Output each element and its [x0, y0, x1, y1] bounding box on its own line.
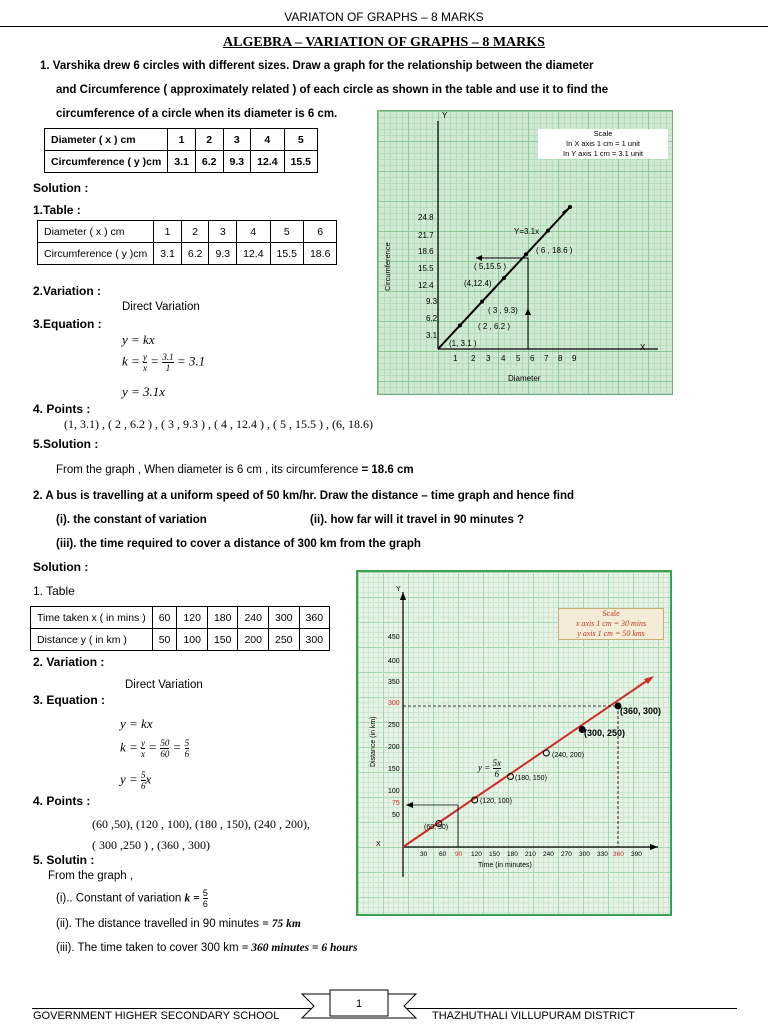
q2-part-ii: (ii). how far will it travel in 90 minutes ?: [310, 514, 525, 526]
q1-line2: and Circumference ( approximately related ) of each circle as shown in the table and use it to find the: [56, 84, 609, 96]
table-cell: 200: [238, 629, 269, 651]
table-cell: 6.2: [181, 243, 209, 265]
x-tick: 360: [613, 851, 624, 858]
fraction: [141, 738, 145, 759]
table-cell: Time taken x ( in mins ): [31, 607, 153, 629]
table-row: [45, 129, 318, 151]
scale-title: Scale: [602, 609, 620, 618]
x-tick: 5: [516, 354, 521, 363]
eq-lhs: k =: [122, 353, 140, 369]
table-cell: 2: [195, 129, 223, 151]
q1-line3: circumference of a circle when its diameter is 6 cm.: [56, 108, 338, 120]
x-axis-letter: X: [376, 841, 381, 848]
graph1: [377, 110, 673, 395]
fraction: [203, 888, 208, 909]
q1-eq1: y = kx: [122, 332, 155, 347]
table-cell: 5: [284, 129, 317, 151]
table-cell: 4: [237, 221, 270, 243]
table-cell: 100: [177, 629, 208, 651]
x-tick: 4: [501, 354, 506, 363]
table-cell: 3.1: [154, 243, 182, 265]
q2-part-i: (i). the constant of variation: [56, 514, 207, 526]
numerator: 5: [184, 738, 190, 748]
x-tick: 210: [525, 851, 536, 858]
x-tick: 390: [631, 851, 642, 858]
top-title: VARIATON OF GRAPHS – 8 MARKS: [284, 10, 484, 24]
x-tick: 180: [507, 851, 518, 858]
q2-points-line2: ( 300 ,250 ) , (360 , 300): [92, 838, 210, 852]
eq-lhs: k =: [120, 739, 138, 755]
answer-prefix: (i).. Constant of variation: [56, 892, 182, 905]
y-tick: 450: [388, 634, 400, 641]
data-point: [458, 323, 462, 327]
numerator: 3.1: [162, 352, 174, 362]
table-cell: 3.1: [168, 151, 196, 173]
table-cell: 120: [177, 607, 208, 629]
table-cell: Circumference ( y )cm: [38, 243, 154, 265]
q1-points: (1, 3.1) , ( 2 , 6.2 ) , ( 3 , 9.3 ) , ( 4 , 12.4 ) , ( 5 , 15.5 ) , (6, 18.6): [64, 417, 373, 431]
point-label: (240, 200): [552, 752, 584, 759]
graph1-line-label: Y=3.1x: [514, 227, 540, 236]
scale-y: In Y axis 1 cm = 3.1 unit: [563, 149, 643, 158]
table-cell: 12.4: [251, 151, 284, 173]
data-point: [568, 205, 572, 209]
q2-part-iii: (iii). the time required to cover a distance of 300 km from the graph: [56, 538, 421, 550]
table-cell: 3: [209, 221, 237, 243]
table-cell: 300: [269, 607, 300, 629]
arrow-head: [406, 802, 413, 808]
numerator: y: [143, 352, 148, 362]
table-cell: 15.5: [284, 151, 317, 173]
q2-variation-text: Direct Variation: [125, 679, 203, 691]
q1-variation-label: 2.Variation :: [33, 284, 102, 298]
q2-line1: 2. A bus is travelling at a uniform speed of 50 km/hr. Draw the distance – time graph and hence find: [33, 490, 575, 502]
eq-var: x: [145, 771, 152, 787]
graph1-xlabel: Diameter: [508, 374, 541, 383]
graph2-xlabel: Time (in minutes): [478, 862, 532, 869]
fraction: [185, 738, 190, 759]
x-tick: 270: [561, 851, 572, 858]
answer-prefix: (ii). The distance travelled in 90 minutes: [56, 918, 260, 930]
answer-prefix: From the graph , When diameter is 6 cm , its circumference: [56, 464, 359, 476]
q1-variation-text: Direct Variation: [122, 301, 200, 313]
table-cell: 150: [207, 629, 238, 651]
table-cell: 180: [207, 607, 238, 629]
graph2: [356, 570, 672, 916]
answer-value: = 75 km: [262, 918, 301, 930]
denominator: x: [141, 749, 146, 759]
x-axis-letter: X: [640, 343, 646, 352]
point-label: (300, 250): [584, 728, 626, 738]
table-cell: 9.3: [209, 243, 237, 265]
scale-x: In X axis 1 cm = 1 unit: [566, 139, 640, 148]
arrow-head: [400, 592, 406, 600]
point-label: ( 6 , 18.6 ): [536, 246, 573, 255]
x-tick: 240: [543, 851, 554, 858]
q2-ans-iii: [56, 942, 357, 954]
page-number: 1: [355, 998, 363, 1010]
fraction: [143, 352, 147, 373]
y-axis-letter: Y: [396, 586, 401, 593]
q1-eq3: y = 3.1x: [122, 384, 166, 399]
answer-k: k =: [184, 892, 200, 905]
data-point: [546, 229, 550, 233]
q2-points-line1: (60 ,50), (120 , 100), (180 , 150), (240 , 200),: [92, 817, 310, 831]
y-tick: 21.7: [418, 231, 434, 240]
q2-solution5-label: 5. Solutin :: [33, 853, 95, 867]
table-row: [38, 221, 337, 243]
q1-given-table: [44, 128, 318, 173]
eq-result: = 3.1: [176, 353, 206, 369]
x-tick: 3: [486, 354, 491, 363]
x-tick: 8: [558, 354, 563, 363]
x-tick: 60: [439, 851, 447, 858]
table-cell: 250: [269, 629, 300, 651]
arrow-head: [650, 844, 658, 850]
table-cell: 360: [299, 607, 330, 629]
q2-equation-label: 3. Equation :: [33, 693, 105, 707]
point-label: (180, 150): [515, 775, 547, 782]
table-cell: 50: [152, 629, 177, 651]
q2-eq3: [120, 770, 151, 791]
footer-left: GOVERNMENT HIGHER SECONDARY SCHOOL: [33, 1010, 280, 1022]
table-row: [31, 629, 330, 651]
numerator: 50: [160, 738, 170, 748]
table-row: [38, 243, 337, 265]
point-label: ( 3 , 9.3): [488, 306, 518, 315]
scale-y: y axis 1 cm = 50 kms: [577, 629, 645, 638]
x-tick: 1: [453, 354, 458, 363]
numerator: 5x: [492, 758, 502, 768]
graph2-line: [403, 680, 648, 847]
point-label: (120, 100): [480, 798, 512, 805]
data-point: [524, 252, 528, 256]
q2-table: [30, 606, 330, 651]
q1-line1: 1. Varshika drew 6 circles with different sizes. Draw a graph for the relationship between the diameter: [40, 60, 594, 72]
graph2-ylabel: Distance (in km): [370, 716, 377, 767]
answer-prefix: (iii). The time taken to cover 300 km: [56, 942, 239, 954]
y-tick: 350: [388, 679, 400, 686]
y-tick: 300: [388, 700, 400, 707]
data-point: [480, 300, 484, 304]
x-tick: 30: [420, 851, 428, 858]
numerator: 5: [141, 770, 146, 780]
q1-points-label: 4. Points :: [33, 402, 91, 416]
table-cell: Diameter ( x ) cm: [38, 221, 154, 243]
table-cell: 12.4: [237, 243, 270, 265]
table-cell: 2: [181, 221, 209, 243]
footer-right: THAZHUTHALI VILLUPURAM DISTRICT: [432, 1010, 635, 1022]
table-cell: 6: [303, 221, 336, 243]
table-row: [45, 151, 318, 173]
table-cell: 6.2: [195, 151, 223, 173]
point-label: (60, 50): [424, 824, 449, 831]
denominator: 6: [184, 749, 190, 759]
scale-x: x axis 1 cm = 30 mins: [575, 619, 647, 628]
y-axis-letter: Y: [442, 111, 448, 120]
y-tick: 15.5: [418, 264, 434, 273]
y-tick: 9.3: [426, 297, 438, 306]
arrow-head: [476, 255, 482, 261]
table-cell: 1: [168, 129, 196, 151]
x-tick: 2: [471, 354, 476, 363]
x-tick: 6: [530, 354, 535, 363]
q1-table: [37, 220, 337, 265]
y-tick: 75: [392, 800, 400, 807]
q1-table-label: 1.Table :: [33, 203, 81, 217]
q2-solution-label: Solution :: [33, 560, 89, 574]
x-tick: 90: [455, 851, 463, 858]
point-label: (1, 3.1 ): [449, 339, 477, 348]
table-cell: 9.3: [223, 151, 251, 173]
table-cell: 4: [251, 129, 284, 151]
table-cell: 60: [152, 607, 177, 629]
denominator: x: [143, 363, 148, 373]
table-cell: 240: [238, 607, 269, 629]
y-tick: 200: [388, 744, 400, 751]
y-tick: 12.4: [418, 281, 434, 290]
q2-ans-ii: [56, 918, 301, 930]
table-cell: 18.6: [303, 243, 336, 265]
y-tick: 100: [388, 788, 400, 795]
x-tick: 330: [597, 851, 608, 858]
q2-from-graph: From the graph ,: [48, 870, 134, 882]
table-cell: Diameter ( x ) cm: [45, 129, 168, 151]
fraction: [162, 352, 173, 373]
y-tick: 250: [388, 722, 400, 729]
point-label: (4,12.4): [464, 279, 492, 288]
table-cell: 300: [299, 629, 330, 651]
x-tick: 9: [572, 354, 577, 363]
y-tick: 18.6: [418, 247, 434, 256]
point-label: ( 5,15.5 ): [474, 262, 507, 271]
y-tick: 24.8: [418, 213, 434, 222]
scale-title: Scale: [593, 129, 613, 138]
answer-value: = 18.6 cm: [361, 464, 414, 476]
q2-ans-i: [56, 888, 208, 909]
arrow-head: [525, 308, 531, 315]
graph1-scale-box: [538, 129, 668, 159]
x-tick: 300: [579, 851, 590, 858]
x-tick: 150: [489, 851, 500, 858]
graph2-scale-box: [558, 608, 664, 640]
q2-table-label: 1. Table: [33, 584, 75, 598]
data-point: [543, 750, 549, 756]
point-label: (360, 300): [620, 706, 662, 716]
y-tick: 3.1: [426, 331, 438, 340]
eq-lhs: y =: [120, 771, 138, 787]
q1-solution5-label: 5.Solution :: [33, 437, 99, 451]
q2-points-label: 4. Points :: [33, 794, 91, 808]
q1-solution-label: Solution :: [33, 181, 89, 195]
table-row: [31, 607, 330, 629]
table-cell: Distance y ( in km ): [31, 629, 153, 651]
denominator: 6: [202, 899, 208, 909]
point-label: ( 2 , 6.2 ): [478, 322, 511, 331]
numerator: 5: [202, 888, 208, 898]
y-tick: 150: [388, 766, 400, 773]
numerator: y: [141, 738, 146, 748]
main-title: ALGEBRA – VARIATION OF GRAPHS – 8 MARKS: [223, 35, 545, 50]
data-point: [502, 276, 506, 280]
graph1-ylabel: Circumference: [383, 242, 392, 291]
graph2-points: [436, 703, 621, 827]
fraction: [160, 738, 169, 759]
x-tick: 120: [471, 851, 482, 858]
q1-eq2: k = $\frac{y}{x}$ = $\frac{3.1}{1}$ = 3.1: [122, 352, 206, 373]
header-rule: [0, 26, 768, 27]
q2-eq2: k = $\frac{y}{x}$ = $\frac{50}{60}$ = $\frac{5}{6}$: [120, 738, 190, 759]
q2-variation-label: 2. Variation :: [33, 655, 105, 669]
answer-value: = 360 minutes = 6 hours: [241, 942, 358, 954]
graph2-line-label: y = $\frac{5x}{6}$: [478, 758, 502, 779]
fraction: [493, 758, 502, 779]
table-cell: 3: [223, 129, 251, 151]
table-cell: Circumference ( y )cm: [45, 151, 168, 173]
y-tick: 400: [388, 658, 400, 665]
denominator: 6: [141, 781, 146, 791]
denominator: 1: [165, 363, 171, 373]
y-tick: 50: [392, 812, 400, 819]
q1-answer: [56, 464, 414, 476]
q1-equation-label: 3.Equation :: [33, 317, 102, 331]
denominator: 60: [160, 749, 170, 759]
table-cell: 5: [270, 221, 303, 243]
denominator: 6: [494, 769, 500, 779]
x-tick: 7: [544, 354, 549, 363]
q2-eq1: y = kx: [120, 716, 153, 731]
y-tick: 6.2: [426, 314, 438, 323]
table-cell: 1: [154, 221, 182, 243]
table-cell: 15.5: [270, 243, 303, 265]
